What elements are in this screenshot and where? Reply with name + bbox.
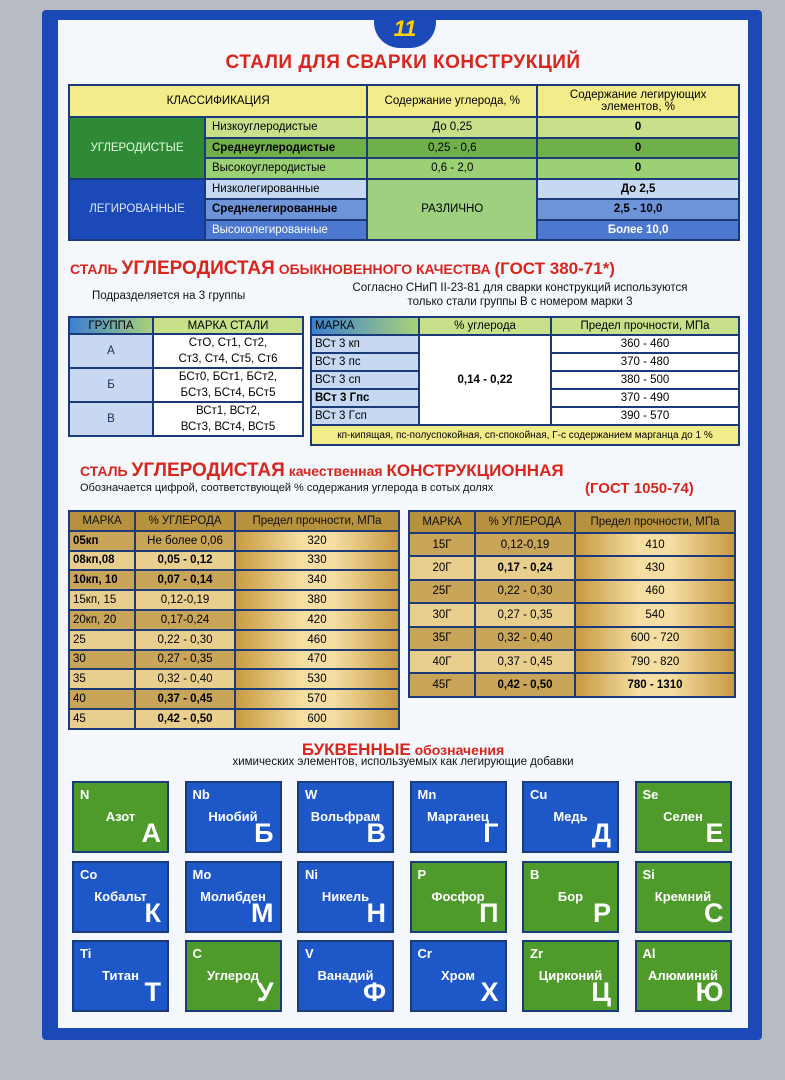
- table-cell: 25: [69, 630, 135, 650]
- table-cell: 360 - 460: [551, 335, 739, 353]
- table-cell: 790 - 820: [575, 650, 735, 673]
- title-part: ОБЫКНОВЕННОГО КАЧЕСТВА: [274, 261, 495, 277]
- element-symbol: Se: [642, 787, 659, 802]
- element-symbol: B: [530, 866, 540, 882]
- table-cell: 0,12-0,19: [475, 533, 575, 556]
- table-header: Предел прочности, МПа: [235, 511, 399, 531]
- table-cell: 0,22 - 0,30: [135, 630, 235, 650]
- table-cell: Более 10,0: [537, 220, 739, 241]
- table-cell: Среднелегированные: [205, 199, 367, 220]
- element-letter: В: [366, 818, 386, 848]
- element-name: Углерод: [207, 968, 259, 983]
- group-cell: УГЛЕРОДИСТЫЕ: [69, 117, 205, 179]
- title-part: КОНСТРУКЦИОННАЯ: [386, 461, 564, 480]
- table-header: % УГЛЕРОДА: [475, 511, 575, 533]
- title-part: качественная: [284, 463, 387, 479]
- table-header: МАРКА: [409, 511, 475, 533]
- element-symbol: P: [417, 866, 427, 882]
- element-letter: Ф: [362, 977, 386, 1007]
- table-row: [409, 556, 735, 579]
- element-tile: [410, 861, 507, 933]
- note-text: Обозначается цифрой, соответствующей % содержания углерода в сотых долях: [80, 482, 494, 494]
- element-name: Бор: [557, 888, 584, 904]
- table-cell: 0,12-0,19: [135, 590, 235, 610]
- table-cell: 08кп,08: [69, 551, 135, 571]
- element-name: Молибден: [200, 888, 266, 904]
- group-letter: В: [69, 402, 153, 436]
- element-name: Кобальт: [94, 888, 147, 904]
- table-cell: ВСт 3 сп: [311, 371, 419, 389]
- note-text: [300, 281, 740, 309]
- element-name: Кремний: [654, 888, 712, 904]
- table-cell: Низколегированные: [205, 179, 367, 200]
- table-cell: 20кп, 20: [69, 610, 135, 630]
- element-symbol: Co: [80, 866, 98, 882]
- subtitle: химических элементов, используемых как легирующие добавки: [232, 756, 574, 768]
- table-cell: До 2,5: [537, 179, 739, 200]
- element-letter: С: [704, 897, 724, 928]
- table-cell: 15Г: [409, 533, 475, 556]
- element-tile: [72, 861, 169, 933]
- element-name: Титан: [102, 968, 139, 983]
- table-cell: РАЗЛИЧНО: [367, 179, 537, 241]
- title-part: УГЛЕРОДИСТАЯ: [131, 460, 285, 481]
- element-symbol: Nb: [192, 787, 210, 802]
- element-letter: П: [479, 897, 499, 928]
- element-letter: Е: [705, 818, 724, 848]
- table-cell: 0,37 - 0,45: [475, 650, 575, 673]
- element-name: Хром: [441, 968, 475, 983]
- table-cell: ВСт 3 Гсп: [311, 407, 419, 425]
- table-cell: 530: [235, 669, 399, 689]
- table-header: МАРКА СТАЛИ: [153, 317, 303, 334]
- table-cell: 420: [235, 610, 399, 630]
- element-name: Цирконий: [538, 968, 603, 983]
- element-symbol: Ti: [80, 946, 92, 961]
- table-cell: 0,17-0,24: [135, 610, 235, 630]
- element-symbol: Ni: [305, 866, 318, 882]
- table-header: Содержание легирующих элементов, %: [537, 85, 739, 117]
- table-cell: СтО, Ст1, Ст2,: [153, 334, 303, 351]
- element-letter: Г: [483, 818, 499, 848]
- table-cell: 340: [235, 570, 399, 590]
- element-tile: [297, 940, 394, 1012]
- element-symbol: Cu: [530, 787, 548, 802]
- table-row: [409, 627, 735, 650]
- element-tile: [410, 781, 507, 853]
- element-name: Никель: [321, 888, 370, 904]
- table-row: [69, 117, 739, 138]
- table-cell: Ст3, Ст4, Ст5, Ст6: [153, 351, 303, 368]
- element-name: Марганец: [427, 809, 489, 824]
- element-tile: [185, 861, 282, 933]
- table-row: [69, 570, 399, 590]
- table-cell: 0,25 - 0,6: [367, 138, 537, 159]
- element-letter: Р: [592, 897, 611, 928]
- element-tile: [522, 781, 619, 853]
- element-tile: [185, 781, 282, 853]
- table-row: [69, 669, 399, 689]
- table-row: [69, 689, 399, 709]
- table-cell: ВСт 3 пс: [311, 353, 419, 371]
- element-letter: Б: [254, 818, 274, 848]
- element-symbol: Al: [642, 946, 656, 961]
- table-cell: 0,6 - 2,0: [367, 158, 537, 179]
- element-tile: [185, 940, 282, 1012]
- table-cell: До 0,25: [367, 117, 537, 138]
- table-cell: 380: [235, 590, 399, 610]
- table-cell: 380 - 500: [551, 371, 739, 389]
- element-tile: [72, 940, 169, 1012]
- table-cell: 600: [235, 709, 399, 729]
- element-symbol: Mo: [192, 866, 212, 882]
- classification-table: [68, 84, 740, 241]
- table-cell: 35Г: [409, 627, 475, 650]
- grades-table: [310, 316, 740, 446]
- groups-table: [68, 316, 304, 437]
- element-tile: [522, 940, 619, 1012]
- table-header: Предел прочности, МПа: [575, 511, 735, 533]
- table-row: [69, 590, 399, 610]
- table-header: МАРКА: [311, 317, 419, 335]
- element-symbol: V: [305, 946, 314, 961]
- table-cell: 0: [537, 138, 739, 159]
- element-letter: М: [251, 897, 274, 928]
- table-header: % углерода: [419, 317, 551, 335]
- table-row: [69, 511, 399, 531]
- table-cell: 45Г: [409, 673, 475, 696]
- table-cell: 320: [235, 531, 399, 551]
- table-cell: 30Г: [409, 603, 475, 626]
- table-cell: 600 - 720: [575, 627, 735, 650]
- element-tile: [297, 781, 394, 853]
- table-row: [69, 368, 303, 385]
- table-cell: 0,27 - 0,35: [475, 603, 575, 626]
- table-row: [69, 610, 399, 630]
- element-symbol: N: [80, 787, 90, 802]
- table-header: ГРУППА: [69, 317, 153, 334]
- element-tile: [410, 940, 507, 1012]
- gost-label: (ГОСТ 1050-74): [585, 480, 694, 497]
- table-cell: 15кп, 15: [69, 590, 135, 610]
- table-cell: 0,42 - 0,50: [135, 709, 235, 729]
- title-part: СТАЛЬ: [70, 261, 122, 277]
- table-cell: 0,42 - 0,50: [475, 673, 575, 696]
- group-letter: А: [69, 334, 153, 368]
- element-tile: [635, 861, 732, 933]
- table-cell: 0,32 - 0,40: [475, 627, 575, 650]
- quality-steel-table-right: [408, 510, 736, 698]
- table-cell: 370 - 490: [551, 389, 739, 407]
- element-tile: [297, 861, 394, 933]
- table-cell: 0: [537, 117, 739, 138]
- element-letter: К: [144, 897, 161, 928]
- table-cell: 0,07 - 0,14: [135, 570, 235, 590]
- table-cell: 330: [235, 551, 399, 571]
- table-cell: 410: [575, 533, 735, 556]
- table-cell: Низкоуглеродистые: [205, 117, 367, 138]
- title-part: СТАЛЬ: [80, 463, 132, 479]
- page-number: 11: [374, 12, 436, 48]
- group-cell: ЛЕГИРОВАННЫЕ: [69, 179, 205, 241]
- element-name: Алюминий: [647, 968, 719, 983]
- table-cell: 390 - 570: [551, 407, 739, 425]
- element-letter: Х: [480, 977, 499, 1007]
- page-title: СТАЛИ ДЛЯ СВАРКИ КОНСТРУКЦИЙ: [225, 52, 581, 73]
- element-tile: [72, 781, 169, 853]
- table-cell: 0,17 - 0,24: [475, 556, 575, 579]
- table-row: [69, 650, 399, 670]
- element-letter: У: [256, 977, 274, 1007]
- title-part: БУКВЕННЫЕ: [301, 740, 411, 759]
- element-name: Ванадий: [317, 968, 374, 983]
- table-header: % УГЛЕРОДА: [135, 511, 235, 531]
- table-cell: 05кп: [69, 531, 135, 551]
- table-cell: 10кп, 10: [69, 570, 135, 590]
- table-cell: 40: [69, 689, 135, 709]
- table-row: [69, 630, 399, 650]
- element-symbol: Zr: [530, 946, 543, 961]
- table-cell: 370 - 480: [551, 353, 739, 371]
- table-row: [409, 650, 735, 673]
- table-header: КЛАССИФИКАЦИЯ: [69, 85, 367, 117]
- table-cell: 0,32 - 0,40: [135, 669, 235, 689]
- carbon-value: 0,14 - 0,22: [419, 335, 551, 425]
- table-cell: 780 - 1310: [575, 673, 735, 696]
- title-part: (ГОСТ 380-71*): [494, 259, 615, 278]
- element-name: Азот: [105, 809, 136, 824]
- table-row: [409, 533, 735, 556]
- table-cell: 40Г: [409, 650, 475, 673]
- table-cell: Среднеуглеродистые: [205, 138, 367, 159]
- element-symbol: Si: [642, 866, 655, 882]
- table-row: [69, 551, 399, 571]
- table-header: Предел прочности, МПа: [551, 317, 739, 335]
- table-cell: 430: [575, 556, 735, 579]
- note-text: Подразделяется на 3 группы: [92, 290, 246, 302]
- quality-steel-table-left: [68, 510, 400, 730]
- table-row: [409, 511, 735, 533]
- table-header: МАРКА: [69, 511, 135, 531]
- table-cell: 45: [69, 709, 135, 729]
- table-row: [311, 425, 739, 445]
- element-symbol: Mn: [417, 787, 437, 802]
- table-cell: 540: [575, 603, 735, 626]
- table-row: [69, 179, 739, 200]
- table-cell: Высокоуглеродистые: [205, 158, 367, 179]
- element-tile: [635, 781, 732, 853]
- table-cell: ВСт3, ВСт4, ВСт5: [153, 419, 303, 436]
- table-row: [69, 531, 399, 551]
- table-cell: 470: [235, 650, 399, 670]
- table-row: [409, 673, 735, 696]
- note-line: только стали группы В с номером марки 3: [407, 296, 633, 308]
- section-title: [80, 460, 680, 482]
- title-part: УГЛЕРОДИСТАЯ: [121, 258, 275, 279]
- element-letter: А: [141, 818, 161, 848]
- element-symbol: C: [192, 946, 202, 961]
- table-header: Содержание углерода, %: [367, 85, 537, 117]
- note-line: Согласно СНиП II-23-81 для сварки конструкций используются: [352, 282, 688, 294]
- table-row: [409, 580, 735, 603]
- element-symbol: Cr: [417, 946, 432, 961]
- table-cell: ВСт1, ВСт2,: [153, 402, 303, 419]
- element-letter: Ц: [591, 977, 611, 1007]
- table-cell: БСт3, БСт4, БСт5: [153, 385, 303, 402]
- table-cell: 460: [235, 630, 399, 650]
- table-row: [69, 402, 303, 419]
- element-letter: Т: [144, 977, 161, 1007]
- element-letter: Ю: [695, 977, 724, 1007]
- element-letter: Д: [591, 818, 611, 848]
- element-symbol: W: [305, 787, 318, 802]
- table-cell: Не более 0,06: [135, 531, 235, 551]
- group-letter: Б: [69, 368, 153, 402]
- table-cell: 0: [537, 158, 739, 179]
- table-row: [311, 335, 739, 353]
- element-name: Ниобий: [208, 809, 258, 824]
- element-name: Вольфрам: [310, 809, 381, 824]
- table-row: [69, 709, 399, 729]
- table-cell: 570: [235, 689, 399, 709]
- table-cell: 25Г: [409, 580, 475, 603]
- title-part: обозначения: [410, 742, 505, 758]
- table-cell: 20Г: [409, 556, 475, 579]
- table-cell: ВСт 3 кп: [311, 335, 419, 353]
- element-name: Фосфор: [431, 888, 485, 904]
- table-cell: 0,37 - 0,45: [135, 689, 235, 709]
- table-cell: 0,27 - 0,35: [135, 650, 235, 670]
- table-cell: 2,5 - 10,0: [537, 199, 739, 220]
- section-title: [70, 258, 740, 280]
- table-cell: ВСт 3 Гпс: [311, 389, 419, 407]
- element-name: Селен: [663, 809, 703, 824]
- element-name: Медь: [553, 809, 588, 824]
- table-row: [311, 317, 739, 335]
- element-letter: Н: [366, 897, 386, 928]
- element-tile: [522, 861, 619, 933]
- table-row: [69, 317, 303, 334]
- table-cell: 460: [575, 580, 735, 603]
- table-row: [69, 85, 739, 117]
- element-tile: [635, 940, 732, 1012]
- table-cell: 0,22 - 0,30: [475, 580, 575, 603]
- table-cell: 30: [69, 650, 135, 670]
- table-cell: БСт0, БСт1, БСт2,: [153, 368, 303, 385]
- table-cell: 0,05 - 0,12: [135, 551, 235, 571]
- table-row: [69, 334, 303, 351]
- table-row: [409, 603, 735, 626]
- table-cell: Высоколегированные: [205, 220, 367, 241]
- table-cell: 35: [69, 669, 135, 689]
- legend-cell: кп-кипящая, пс-полуспокойная, сп-спокойная, Г-с содержанием марганца до 1 %: [311, 425, 739, 445]
